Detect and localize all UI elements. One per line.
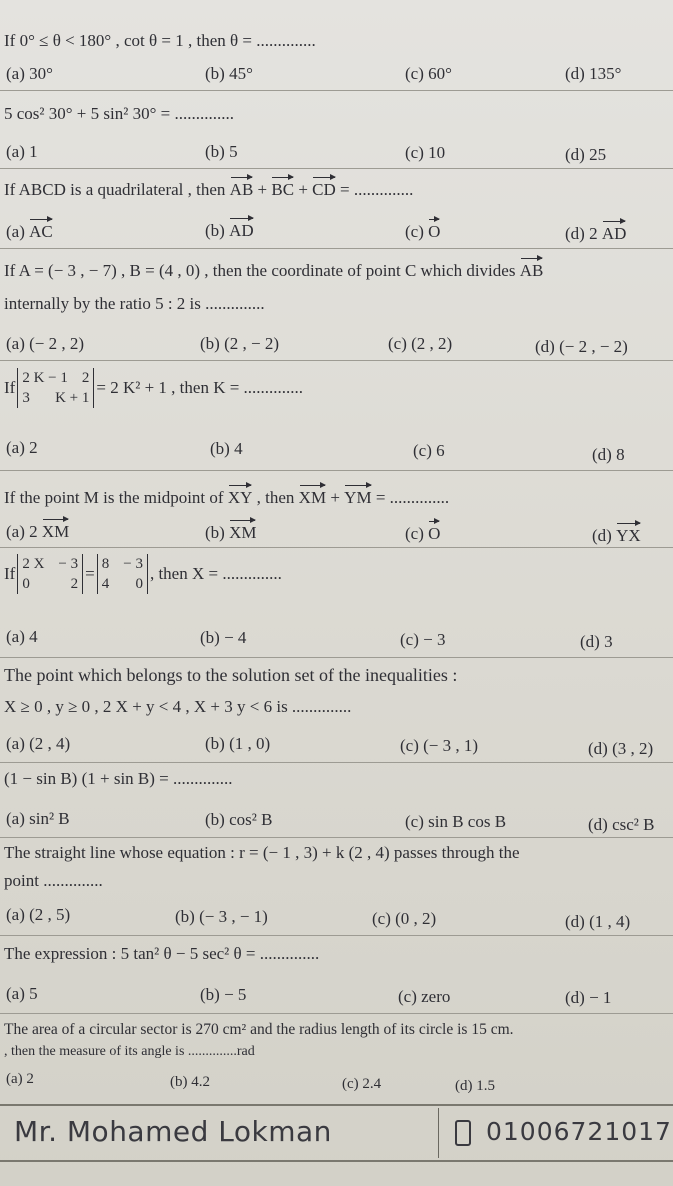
determinant-right: 8 − 3 4 0 xyxy=(97,554,148,594)
option-d[interactable]: (d) 8 xyxy=(592,445,625,464)
footer-bottom-rule xyxy=(0,1160,673,1162)
option-b[interactable]: (b) 5 xyxy=(205,142,238,161)
option-a[interactable]: (a) AC xyxy=(6,218,53,243)
option-a[interactable]: (a) (2 , 4) xyxy=(6,734,71,753)
divider xyxy=(0,168,673,169)
divider xyxy=(0,90,673,91)
option-d[interactable]: (d) 2 AD xyxy=(565,220,626,245)
option-b[interactable]: (b) 4 xyxy=(210,439,243,458)
option-b[interactable]: (b) cos² B xyxy=(205,810,273,829)
option-c[interactable]: (c) 6 xyxy=(413,441,445,460)
divider xyxy=(0,762,673,763)
question-stem-line2: , then the measure of its angle is ..............rad xyxy=(4,1044,255,1059)
vector-cd: CD xyxy=(312,176,336,201)
option-d[interactable]: (d) YX xyxy=(592,522,641,547)
question-stem-line2: internally by the ratio 5 : 2 is .............. xyxy=(4,294,265,313)
vector-ab: AB xyxy=(230,176,254,201)
option-d[interactable]: (d) 1.5 xyxy=(455,1078,495,1094)
vector-ab: AB xyxy=(520,257,544,282)
option-b[interactable]: (b) XM xyxy=(205,519,256,544)
vector-ym: YM xyxy=(344,484,371,509)
option-a[interactable]: (a) 2 XM xyxy=(6,518,69,543)
question-stem-line2: X ≥ 0 , y ≥ 0 , 2 X + y < 4 , X + 3 y < 6 is .............. xyxy=(4,697,352,716)
determinant: 2 K − 1 2 3 K + 1 xyxy=(17,368,94,408)
option-d[interactable]: (d) (3 , 2) xyxy=(588,739,654,758)
divider xyxy=(0,1013,673,1014)
option-b[interactable]: (b) (2 , − 2) xyxy=(200,334,279,353)
divider xyxy=(0,837,673,838)
option-a[interactable]: (a) 30° xyxy=(6,64,53,83)
divider xyxy=(0,248,673,249)
option-b[interactable]: (b) AD xyxy=(205,217,254,242)
vector-xy: XY xyxy=(228,484,253,509)
option-a[interactable]: (a) (2 , 5) xyxy=(6,905,71,924)
question-stem: If 2 X − 3 0 2 = 8 − 3 4 0 , then X = .............. xyxy=(4,556,282,592)
option-a[interactable]: (a) 1 xyxy=(6,142,38,161)
determinant-left: 2 X − 3 0 2 xyxy=(17,554,83,594)
option-d[interactable]: (d) (− 2 , − 2) xyxy=(535,337,628,356)
question-stem: If A = (− 3 , − 7) , B = (4 , 0) , then the coordinate of point C which divides AB xyxy=(4,257,543,282)
option-c[interactable]: (c) (0 , 2) xyxy=(372,909,437,928)
option-d[interactable]: (d) − 1 xyxy=(565,988,612,1007)
question-stem: (1 − sin B) (1 + sin B) = .............. xyxy=(4,769,233,788)
question-stem: The straight line whose equation : r = (− 1 , 3) + k (2 , 4) passes through the xyxy=(4,843,520,862)
option-d[interactable]: (d) 135° xyxy=(565,64,622,83)
option-b[interactable]: (b) − 5 xyxy=(200,985,247,1004)
footer-separator xyxy=(438,1108,439,1158)
author-name: Mr. Mohamed Lokman xyxy=(14,1115,332,1148)
divider xyxy=(0,547,673,548)
question-stem: The expression : 5 tan² θ − 5 sec² θ = .............. xyxy=(4,944,320,963)
option-b[interactable]: (b) (− 3 , − 1) xyxy=(175,907,268,926)
vector-xm: XM xyxy=(299,484,326,509)
option-a[interactable]: (a) 2 xyxy=(6,438,38,457)
question-stem: The point which belongs to the solution set of the inequalities : xyxy=(4,665,458,685)
divider xyxy=(0,657,673,658)
question-stem: If ABCD is a quadrilateral , then AB + BC + CD = .............. xyxy=(4,176,413,201)
vector-bc: BC xyxy=(271,176,294,201)
option-a[interactable]: (a) 4 xyxy=(6,627,38,646)
option-c[interactable]: (c) 2.4 xyxy=(342,1076,382,1092)
option-c[interactable]: (c) (2 , 2) xyxy=(388,334,453,353)
option-a[interactable]: (a) 2 xyxy=(6,1071,34,1087)
option-d[interactable]: (d) (1 , 4) xyxy=(565,912,631,931)
option-c[interactable]: (c) (− 3 , 1) xyxy=(400,736,479,755)
question-stem: If 2 K − 1 2 3 K + 1 = 2 K² + 1 , then K = .............. xyxy=(4,370,304,406)
option-c[interactable]: (c) O xyxy=(405,520,440,545)
option-c[interactable]: (c) 60° xyxy=(405,64,452,83)
divider xyxy=(0,360,673,361)
option-a[interactable]: (a) 5 xyxy=(6,984,38,1003)
option-c[interactable]: (c) sin B cos B xyxy=(405,812,507,831)
option-b[interactable]: (b) − 4 xyxy=(200,628,247,647)
option-b[interactable]: (b) 4.2 xyxy=(170,1074,210,1090)
option-a[interactable]: (a) (− 2 , 2) xyxy=(6,334,85,353)
author-phone: 01006721017 xyxy=(486,1117,672,1146)
phone-icon xyxy=(455,1120,471,1146)
option-c[interactable]: (c) 10 xyxy=(405,143,446,162)
option-b[interactable]: (b) 45° xyxy=(205,64,253,83)
question-stem: The area of a circular sector is 270 cm² and the radius length of its circle is 15 cm. xyxy=(4,1021,514,1038)
option-d[interactable]: (d) csc² B xyxy=(588,815,655,834)
option-c[interactable]: (c) zero xyxy=(398,987,451,1006)
question-stem: 5 cos² 30° + 5 sin² 30° = .............. xyxy=(4,104,234,123)
question-stem: If 0° ≤ θ < 180° , cot θ = 1 , then θ = .............. xyxy=(4,31,316,50)
divider xyxy=(0,470,673,471)
option-a[interactable]: (a) sin² B xyxy=(6,809,70,828)
option-d[interactable]: (d) 3 xyxy=(580,632,613,651)
option-c[interactable]: (c) O xyxy=(405,218,440,243)
option-c[interactable]: (c) − 3 xyxy=(400,630,446,649)
question-stem: If the point M is the midpoint of XY , then XM + YM = .............. xyxy=(4,484,449,509)
footer-top-rule xyxy=(0,1104,673,1106)
question-stem-line2: point .............. xyxy=(4,871,103,890)
option-d[interactable]: (d) 25 xyxy=(565,145,607,164)
divider xyxy=(0,935,673,936)
option-b[interactable]: (b) (1 , 0) xyxy=(205,734,271,753)
